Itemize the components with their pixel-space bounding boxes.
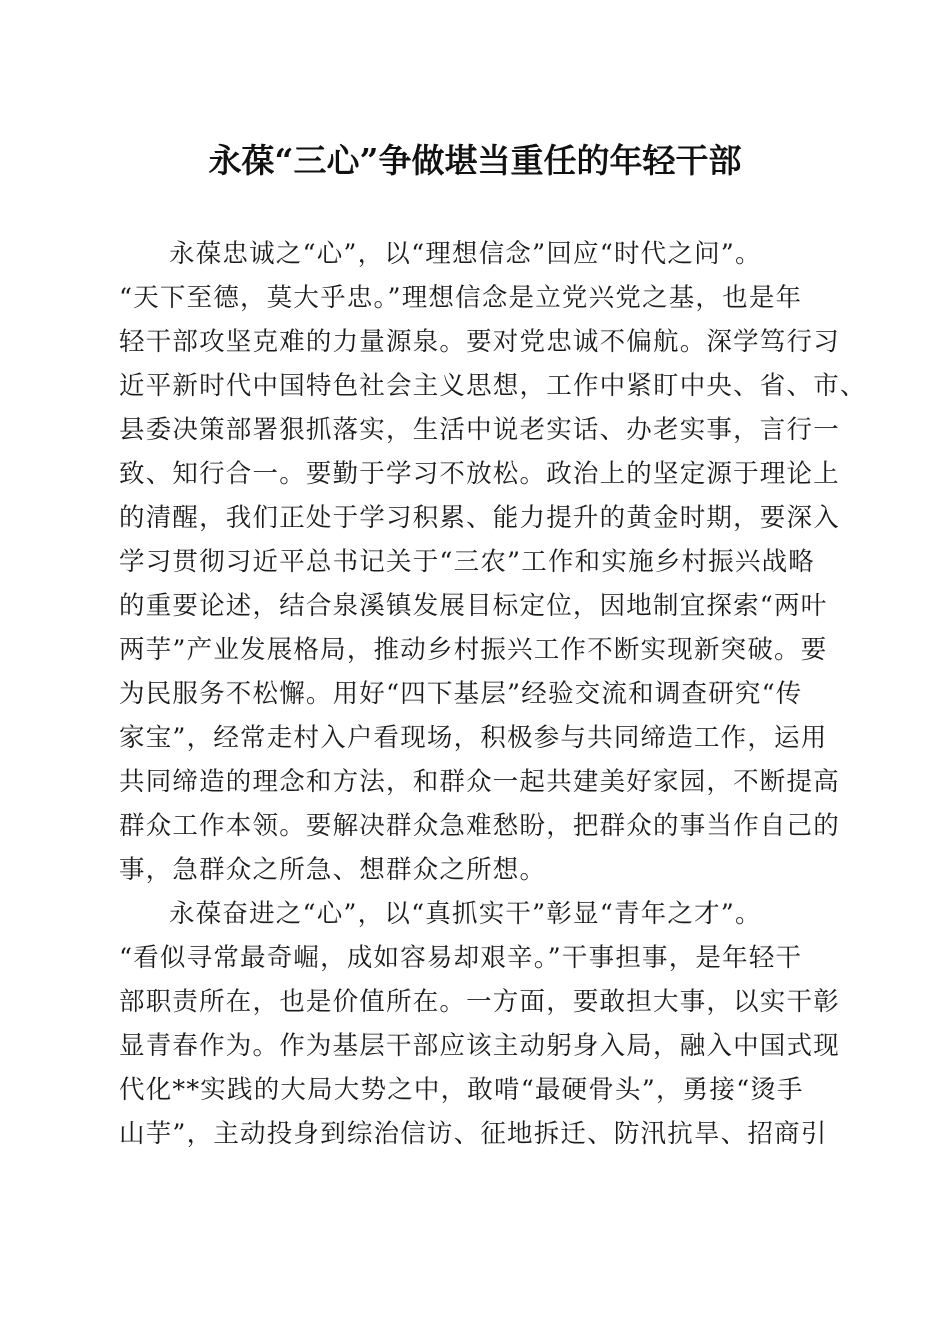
document-body bbox=[119, 232, 867, 1156]
paragraph-2 bbox=[119, 892, 840, 1156]
text-line: 永葆忠诚之“心”，以“理想信念”回应“时代之问”。 bbox=[169, 239, 762, 269]
text-line: 的重要论述，结合泉溪镇发展目标定位，因地制宜探索“两叶 bbox=[119, 591, 828, 621]
text-line: 群众工作本领。要解决群众急难愁盼，把群众的事当作自己的 bbox=[119, 811, 840, 841]
text-line: 事，急群众之所急、想群众之所想。 bbox=[119, 855, 547, 885]
text-line: 的清醒，我们正处于学习积累、能力提升的黄金时期，要深入 bbox=[119, 503, 840, 533]
text-line: “看似寻常最奇崛，成如容易却艰辛。”干事担事，是年轻干 bbox=[119, 943, 803, 973]
text-line: 两芋”产业发展格局，推动乡村振兴工作不断实现新突破。要 bbox=[119, 635, 828, 665]
text-line: 轻干部攻坚克难的力量源泉。要对党忠诚不偏航。深学笃行习 bbox=[119, 327, 840, 357]
text-line: 为民服务不松懈。用好“四下基层”经验交流和调查研究“传 bbox=[119, 679, 803, 709]
text-line: 学习贯彻习近平总书记关于“三农”工作和实施乡村振兴战略 bbox=[119, 547, 815, 577]
paragraph-1 bbox=[119, 232, 867, 892]
text-line: 共同缔造的理念和方法，和群众一起共建美好家园，不断提高 bbox=[119, 767, 840, 797]
text-line: 显青春作为。作为基层干部应该主动躬身入局，融入中国式现 bbox=[119, 1031, 840, 1061]
text-line: 致、知行合一。要勤于学习不放松。政治上的坚定源于理论上 bbox=[119, 459, 840, 489]
text-line: 代化**实践的大局大势之中，敢啃“最硬骨头”，勇接“烫手 bbox=[119, 1075, 804, 1105]
text-line: 部职责所在，也是价值所在。一方面，要敢担大事，以实干彰 bbox=[119, 987, 840, 1017]
text-line: 近平新时代中国特色社会主义思想，工作中紧盯中央、省、市、 bbox=[119, 371, 867, 401]
text-line: “天下至德，莫大乎忠。”理想信念是立党兴党之基，也是年 bbox=[119, 283, 803, 313]
text-line: 家宝”，经常走村入户看现场，积极参与共同缔造工作，运用 bbox=[119, 723, 828, 753]
text-line: 县委决策部署狠抓落实，生活中说老实话、办老实事，言行一 bbox=[119, 415, 840, 445]
text-line: 山芋”，主动投身到综治信访、征地拆迁、防汛抗旱、招商引 bbox=[119, 1119, 828, 1149]
document-title: 永葆“三心”争做堪当重任的年轻干部 bbox=[208, 141, 742, 180]
text-line: 永葆奋进之“心”，以“真抓实干”彰显“青年之才”。 bbox=[169, 899, 762, 929]
